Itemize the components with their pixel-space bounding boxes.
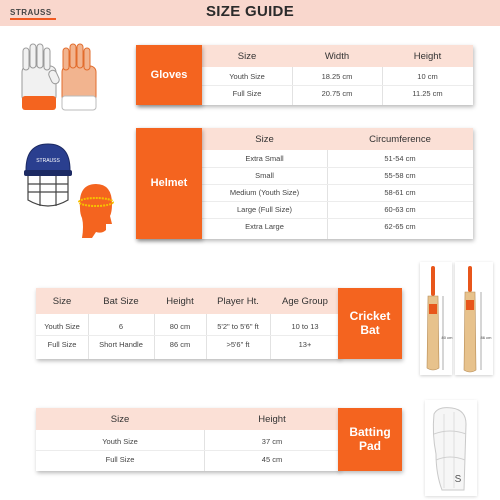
svg-text:S: S <box>454 474 462 485</box>
gloves-cell: 20.75 cm <box>321 89 353 98</box>
gloves-cell: 11.25 cm <box>412 89 443 98</box>
bat-table <box>36 288 340 359</box>
bat-cell: 10 to 13 <box>291 322 319 331</box>
pad-row-divider <box>36 450 340 451</box>
bat-cell: 80 cm <box>169 322 191 331</box>
helmet-row-divider <box>202 167 473 168</box>
helmet-col-size: Size <box>255 134 274 145</box>
helmet-cell: 62-65 cm <box>384 222 416 231</box>
pad-cell: 45 cm <box>261 455 283 464</box>
bat-divider <box>88 314 89 359</box>
brand-logo: STRAUSS <box>10 8 52 17</box>
helmet-cell: 51-54 cm <box>384 154 416 163</box>
helmet-cell: 60-63 cm <box>384 205 416 214</box>
helmet-row-divider <box>202 184 473 185</box>
bat-divider <box>270 314 271 359</box>
bat-col-bat-size: Bat Size <box>103 296 139 307</box>
helmet-cell: Medium (Youth Size) <box>229 188 300 197</box>
cricket-bat-icon <box>458 264 490 374</box>
svg-text:STRAUSS: STRAUSS <box>36 158 60 164</box>
helmet-row-divider <box>202 218 473 219</box>
helmet-col-circumference: Circumference <box>369 134 431 145</box>
pad-col-height: Height <box>258 414 286 425</box>
pad-cell: Youth Size <box>102 437 138 446</box>
gloves-row-divider <box>202 85 473 86</box>
bat-cell: >5'6" ft <box>226 340 250 349</box>
gloves-col-height: Height <box>413 51 442 62</box>
bat-row-divider <box>36 335 340 336</box>
bat-cell: 6 <box>118 322 124 331</box>
pad-cell: Full Size <box>105 455 135 464</box>
helmet-cell: 58-61 cm <box>384 188 416 197</box>
bat-label: Cricket Bat <box>338 288 402 359</box>
helmet-label: Helmet <box>136 128 202 239</box>
batting-pad-icon <box>428 404 474 494</box>
bat-divider <box>206 314 207 359</box>
bat-cell: Youth Size <box>44 322 80 331</box>
helmet-cell: Extra Small <box>245 154 284 163</box>
page-title: SIZE GUIDE <box>205 3 294 20</box>
bat-col-player-height: Player Ht. <box>217 296 259 307</box>
helmet-icon <box>22 140 74 212</box>
gloves-col-width: Width <box>324 51 350 62</box>
bat-cell: Short Handle <box>99 340 143 349</box>
gloves-cell: 18.25 cm <box>321 72 353 81</box>
gloves-cell: Full Size <box>232 89 262 98</box>
bat-col-height: Height <box>166 296 194 307</box>
bat-divider <box>154 314 155 359</box>
bat-dimension-label: 80 cm <box>441 335 453 340</box>
bat-cell: 86 cm <box>169 340 191 349</box>
helmet-cell: 55-58 cm <box>384 171 416 180</box>
gloves-col-size: Size <box>237 51 257 62</box>
gloves-label: Gloves <box>136 45 202 105</box>
helmet-cell: Small <box>255 171 274 180</box>
bat-col-age-group: Age Group <box>282 296 328 307</box>
helmet-row-divider <box>202 201 473 202</box>
pad-col-size: Size <box>110 414 130 425</box>
bat-col-size: Size <box>52 296 72 307</box>
bat-dimension-label: 86 cm <box>480 335 492 340</box>
gloves-cell: Youth Size <box>229 72 265 81</box>
pad-label: Batting Pad <box>338 408 402 471</box>
head-measure-icon <box>72 178 116 240</box>
helmet-cell: Large (Full Size) <box>236 205 293 214</box>
helmet-cell: Extra Large <box>245 222 284 231</box>
pad-cell: 37 cm <box>261 437 283 446</box>
bat-cell: Full Size <box>47 340 77 349</box>
cricket-bat-icon <box>422 264 450 374</box>
bat-cell: 13+ <box>298 340 312 349</box>
pad-table <box>36 408 340 471</box>
gloves-icon <box>14 40 106 112</box>
bat-cell: 5'2" to 5'6" ft <box>217 322 259 331</box>
gloves-cell: 10 cm <box>417 72 438 81</box>
